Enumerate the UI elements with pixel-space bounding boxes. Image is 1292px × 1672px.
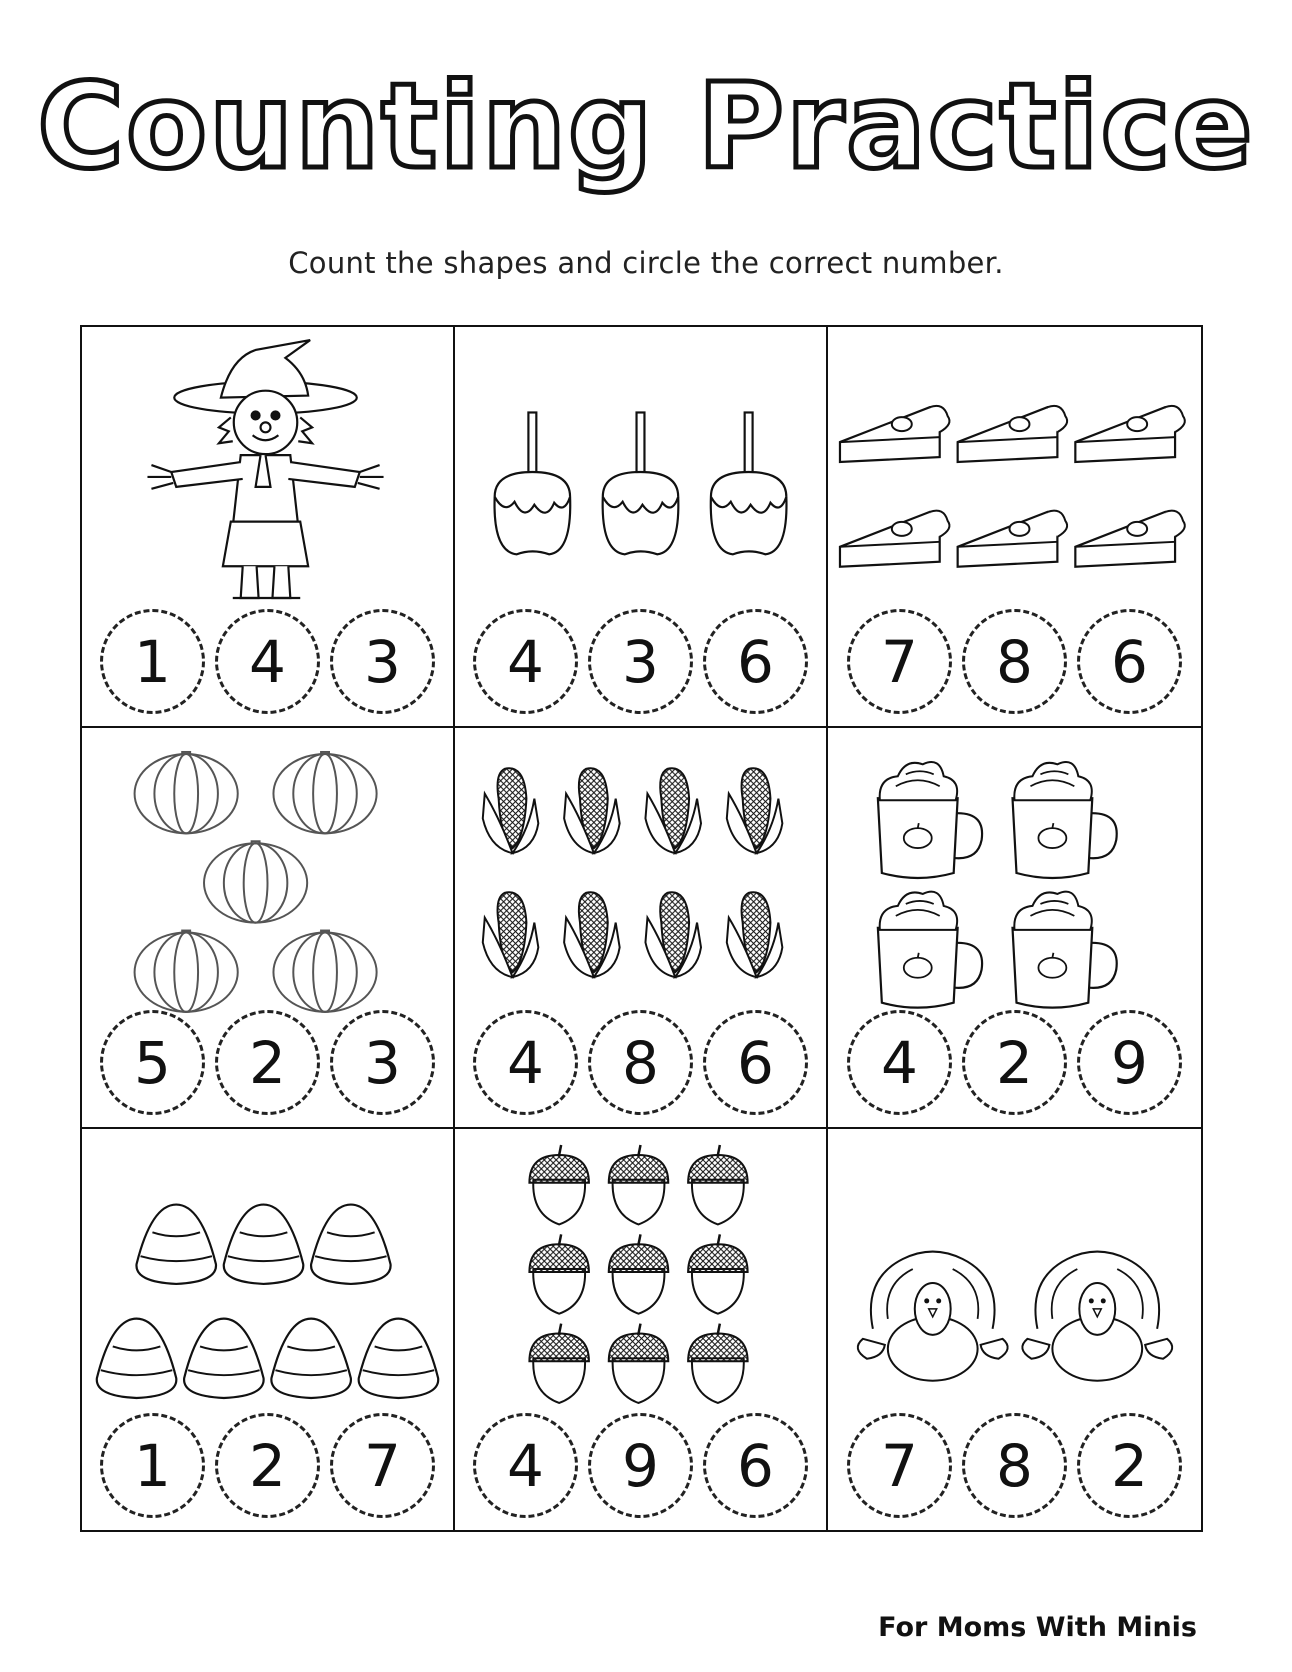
acorn-icon	[609, 1324, 669, 1403]
answer-choices	[82, 609, 453, 714]
caramel-apple-icon	[495, 412, 571, 554]
candy-corn-icon	[224, 1205, 304, 1284]
corn-picture	[455, 728, 826, 1018]
cell-acorns	[455, 1129, 828, 1530]
pumpkins-picture	[82, 728, 453, 1018]
caramel-apple-icon	[711, 412, 787, 554]
answer-choices	[828, 1413, 1201, 1518]
answer-choice[interactable]: 4	[847, 1010, 952, 1115]
pie-slice-icon	[958, 406, 1068, 462]
mugs-picture	[828, 728, 1201, 1018]
instructions: Count the shapes and circle the correct number.	[288, 246, 1004, 280]
acorn-icon	[529, 1324, 589, 1403]
answer-choice[interactable]: 4	[215, 609, 320, 714]
answer-choice[interactable]: 4	[473, 1010, 578, 1115]
acorn-icon	[688, 1234, 748, 1313]
answer-choice[interactable]: 9	[588, 1413, 693, 1518]
pie-slice-icon	[1075, 406, 1185, 462]
answer-choice[interactable]: 3	[330, 1010, 435, 1115]
mug-icon	[878, 892, 982, 1008]
candy-corn-icon	[359, 1319, 439, 1398]
caramel-apple-icon	[603, 412, 679, 554]
answer-choice[interactable]: 3	[588, 609, 693, 714]
answer-choice[interactable]: 2	[962, 1010, 1067, 1115]
caramel-apples-picture	[455, 327, 826, 617]
answer-choice[interactable]: 6	[703, 609, 808, 714]
answer-choice[interactable]: 2	[215, 1010, 320, 1115]
answer-choices	[828, 1010, 1201, 1115]
corn-icon	[645, 768, 701, 853]
corn-icon	[645, 892, 701, 977]
cell-corn	[455, 728, 828, 1129]
answer-choice[interactable]: 7	[847, 609, 952, 714]
scarecrow-picture	[82, 327, 453, 617]
answer-choice[interactable]: 4	[473, 609, 578, 714]
answer-choice[interactable]: 9	[1077, 1010, 1182, 1115]
answer-choice[interactable]: 3	[330, 609, 435, 714]
corn-icon	[727, 768, 783, 853]
answer-choice[interactable]: 1	[100, 609, 205, 714]
answer-choices	[455, 609, 826, 714]
acorn-icon	[688, 1145, 748, 1224]
acorn-icon	[688, 1324, 748, 1403]
corn-icon	[483, 768, 539, 853]
corn-icon	[564, 892, 620, 977]
corn-icon	[483, 892, 539, 977]
pumpkin-icon	[273, 931, 376, 1012]
acorn-icon	[609, 1145, 669, 1224]
pie-slice-icon	[840, 511, 950, 567]
turkeys-picture	[828, 1129, 1201, 1419]
candy-corn-icon	[97, 1319, 177, 1398]
answer-choices	[455, 1010, 826, 1115]
turkey-icon	[858, 1252, 1008, 1381]
pumpkin-icon	[273, 752, 376, 833]
answer-choices	[82, 1010, 453, 1115]
candy-corn-picture	[82, 1129, 453, 1419]
candy-corn-icon	[136, 1205, 216, 1284]
answer-choice[interactable]: 8	[962, 1413, 1067, 1518]
corn-icon	[727, 892, 783, 977]
page-title: Counting Practice	[37, 57, 1255, 195]
pie-slice-icon	[958, 511, 1068, 567]
pumpkin-icon	[204, 841, 307, 922]
candy-corn-icon	[271, 1319, 351, 1398]
pie-slice-icon	[1075, 511, 1185, 567]
answer-choice[interactable]: 7	[330, 1413, 435, 1518]
acorn-icon	[529, 1234, 589, 1313]
answer-choice[interactable]: 4	[473, 1413, 578, 1518]
answer-choice[interactable]: 2	[1077, 1413, 1182, 1518]
acorn-icon	[529, 1145, 589, 1224]
candy-corn-icon	[184, 1319, 264, 1398]
cell-caramel-apples	[455, 327, 828, 728]
mug-icon	[1013, 762, 1117, 878]
pumpkin-icon	[135, 931, 238, 1012]
corn-icon	[564, 768, 620, 853]
counting-grid	[80, 325, 1203, 1532]
cell-pumpkins	[82, 728, 455, 1129]
answer-choice[interactable]: 6	[703, 1413, 808, 1518]
cell-candy-corn	[82, 1129, 455, 1530]
mug-icon	[1013, 892, 1117, 1008]
answer-choices	[828, 609, 1201, 714]
acorns-picture	[455, 1129, 826, 1419]
cell-pie-slices	[828, 327, 1201, 728]
answer-choice[interactable]: 5	[100, 1010, 205, 1115]
answer-choice[interactable]: 2	[215, 1413, 320, 1518]
pie-slice-icon	[840, 406, 950, 462]
turkey-icon	[1022, 1252, 1172, 1381]
mug-icon	[878, 762, 982, 878]
answer-choice[interactable]: 6	[1077, 609, 1182, 714]
answer-choice[interactable]: 8	[962, 609, 1067, 714]
answer-choices	[82, 1413, 453, 1518]
answer-choice[interactable]: 1	[100, 1413, 205, 1518]
pie-slices-picture	[828, 327, 1201, 617]
answer-choices	[455, 1413, 826, 1518]
acorn-icon	[609, 1234, 669, 1313]
answer-choice[interactable]: 6	[703, 1010, 808, 1115]
answer-choice[interactable]: 8	[588, 1010, 693, 1115]
brand-footer: For Moms With Minis	[878, 1612, 1197, 1643]
cell-turkeys	[828, 1129, 1201, 1530]
answer-choice[interactable]: 7	[847, 1413, 952, 1518]
cell-scarecrow	[82, 327, 455, 728]
candy-corn-icon	[311, 1205, 391, 1284]
cell-mugs	[828, 728, 1201, 1129]
pumpkin-icon	[135, 752, 238, 833]
